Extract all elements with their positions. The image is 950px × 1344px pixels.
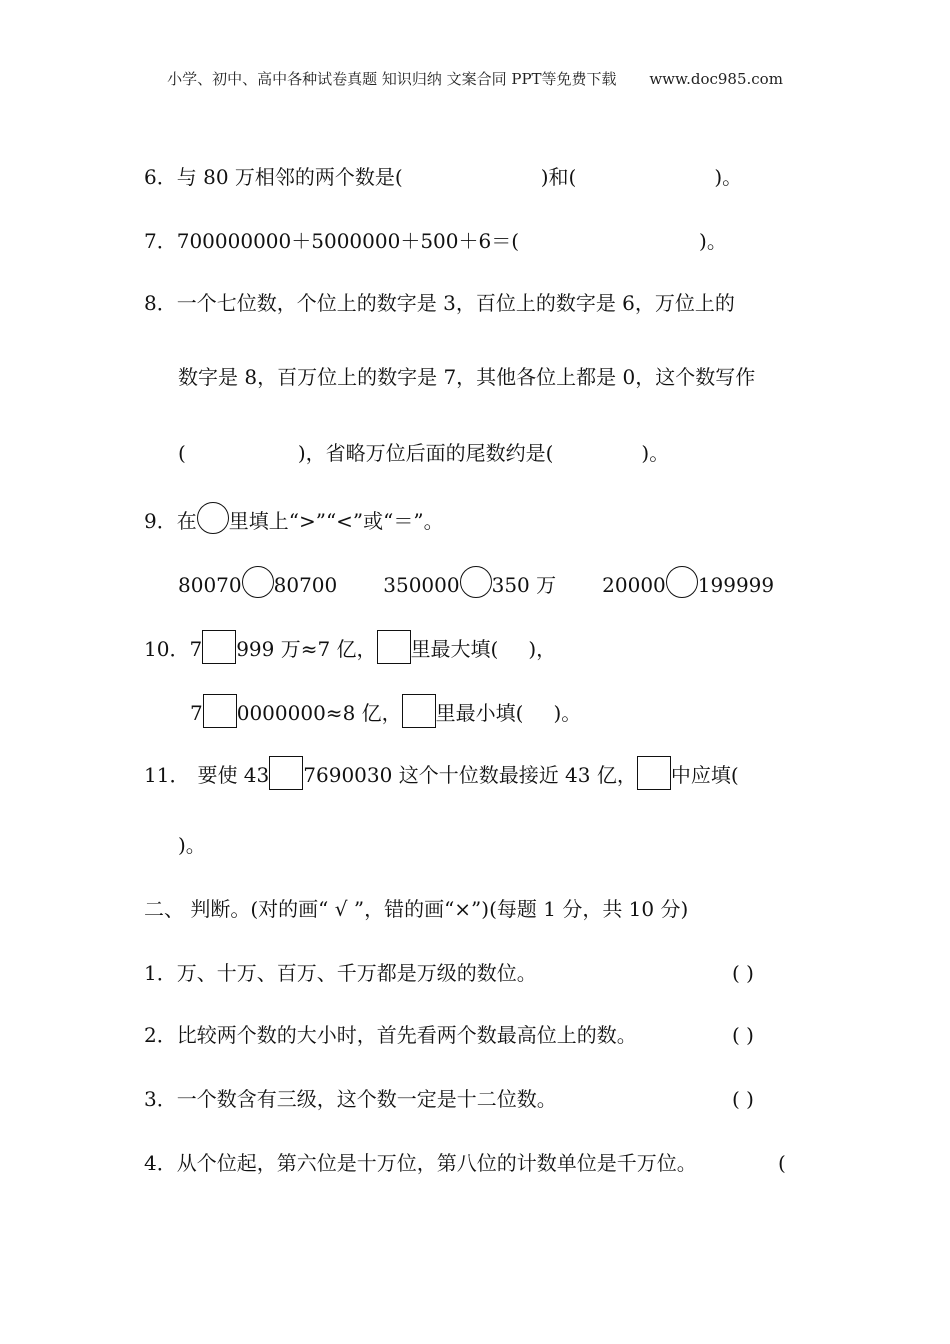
header-text: 小学、初中、高中各种试卷真题 知识归纳 文案合同 PPT等免费下载 (167, 70, 617, 88)
question-text: )。 (641, 441, 670, 465)
compare-left: 20000 (602, 573, 666, 597)
question-11-line-2 (178, 832, 206, 858)
question-text: 7690030 这个十位数最接近 43 亿， (303, 763, 637, 787)
section-2-title (144, 896, 688, 922)
header-url: www.doc985.com (649, 70, 783, 88)
question-10-line-2 (190, 694, 581, 728)
question-text: 数字是 8，百万位上的数字是 7，其他各位上都是 0，这个数写作 (178, 365, 756, 389)
question-text: 里填上“>”“<”或“＝”。 (228, 509, 444, 533)
judgement-3 (144, 1086, 804, 1112)
compare-circle-icon (197, 502, 229, 534)
question-8-line-2 (178, 364, 755, 390)
question-text: 7 (189, 637, 203, 661)
question-number: 10． (144, 637, 190, 661)
digit-box-input[interactable] (202, 630, 236, 664)
question-text: )。 (699, 229, 727, 253)
judgement-answer-paren[interactable]: ( (778, 1151, 786, 1175)
question-text: 与 80 万相邻的两个数是( (176, 165, 403, 189)
judgement-2 (144, 1022, 804, 1048)
question-8-line-3 (178, 440, 669, 466)
question-text: 中应填( (670, 763, 739, 787)
question-text: 里最小填( (435, 701, 524, 725)
digit-box-icon (402, 694, 436, 728)
compare-circle-input[interactable] (460, 566, 492, 598)
digit-box-input[interactable] (269, 756, 303, 790)
question-text: 里最大填( (410, 637, 499, 661)
question-9-comparisons (178, 566, 774, 598)
question-number: 7． (144, 229, 177, 253)
question-text: )， (528, 637, 557, 661)
question-text: 700000000＋5000000＋500＋6＝( (176, 229, 520, 253)
question-text: 要使 43 (197, 763, 270, 787)
question-text: 一个数含有三级，这个数一定是十二位数。 (176, 1087, 557, 1111)
question-text: 比较两个数的大小时，首先看两个数最高位上的数。 (176, 1023, 637, 1047)
question-text: )。 (714, 165, 743, 189)
question-6 (144, 164, 742, 190)
compare-circle-input[interactable] (242, 566, 274, 598)
question-number: 2． (144, 1023, 177, 1047)
question-text: 万、十万、百万、千万都是万级的数位。 (176, 961, 537, 985)
judgement-answer-paren[interactable]: ( ) (732, 1087, 754, 1111)
compare-left: 80070 (178, 573, 242, 597)
compare-right: 350 万 (491, 573, 557, 597)
question-number: 11． (144, 763, 190, 787)
question-text: )。 (553, 701, 582, 725)
compare-right: 199999 (697, 573, 775, 597)
question-11 (144, 756, 739, 790)
judgement-answer-paren[interactable]: ( ) (732, 1023, 754, 1047)
digit-box-input[interactable] (203, 694, 237, 728)
section-heading: 二、 判断。(对的画“ √ ”，错的画“×”)(每题 1 分，共 10 分) (144, 897, 689, 921)
question-text: 在 (176, 509, 197, 533)
question-number: 6． (144, 165, 177, 189)
question-10 (144, 630, 556, 664)
question-text: 从个位起，第六位是十万位，第八位的计数单位是千万位。 (176, 1151, 697, 1175)
question-text: 999 万≈7 亿， (236, 637, 377, 661)
question-9 (144, 502, 444, 534)
question-text: )。 (178, 833, 206, 857)
question-text: 0000000≈8 亿， (236, 701, 402, 725)
compare-left: 350000 (383, 573, 460, 597)
question-number: 8． (144, 291, 177, 315)
question-7 (144, 228, 727, 254)
question-8 (144, 290, 735, 316)
compare-circle-input[interactable] (666, 566, 698, 598)
compare-right: 80700 (273, 573, 338, 597)
judgement-answer-paren[interactable]: ( ) (732, 961, 754, 985)
question-text: ( (178, 441, 186, 465)
digit-box-icon (637, 756, 671, 790)
digit-box-icon (377, 630, 411, 664)
question-number: 1． (144, 961, 177, 985)
question-text: )，省略万位后面的尾数约是( (297, 441, 554, 465)
question-number: 9． (144, 509, 177, 533)
question-number: 3． (144, 1087, 177, 1111)
question-text: 7 (190, 701, 203, 725)
judgement-4 (144, 1150, 804, 1176)
question-text: )和( (540, 165, 577, 189)
question-text: 一个七位数，个位上的数字是 3，百位上的数字是 6，万位上的 (176, 291, 735, 315)
page-header (0, 68, 950, 89)
question-number: 4． (144, 1151, 177, 1175)
judgement-1 (144, 960, 804, 986)
